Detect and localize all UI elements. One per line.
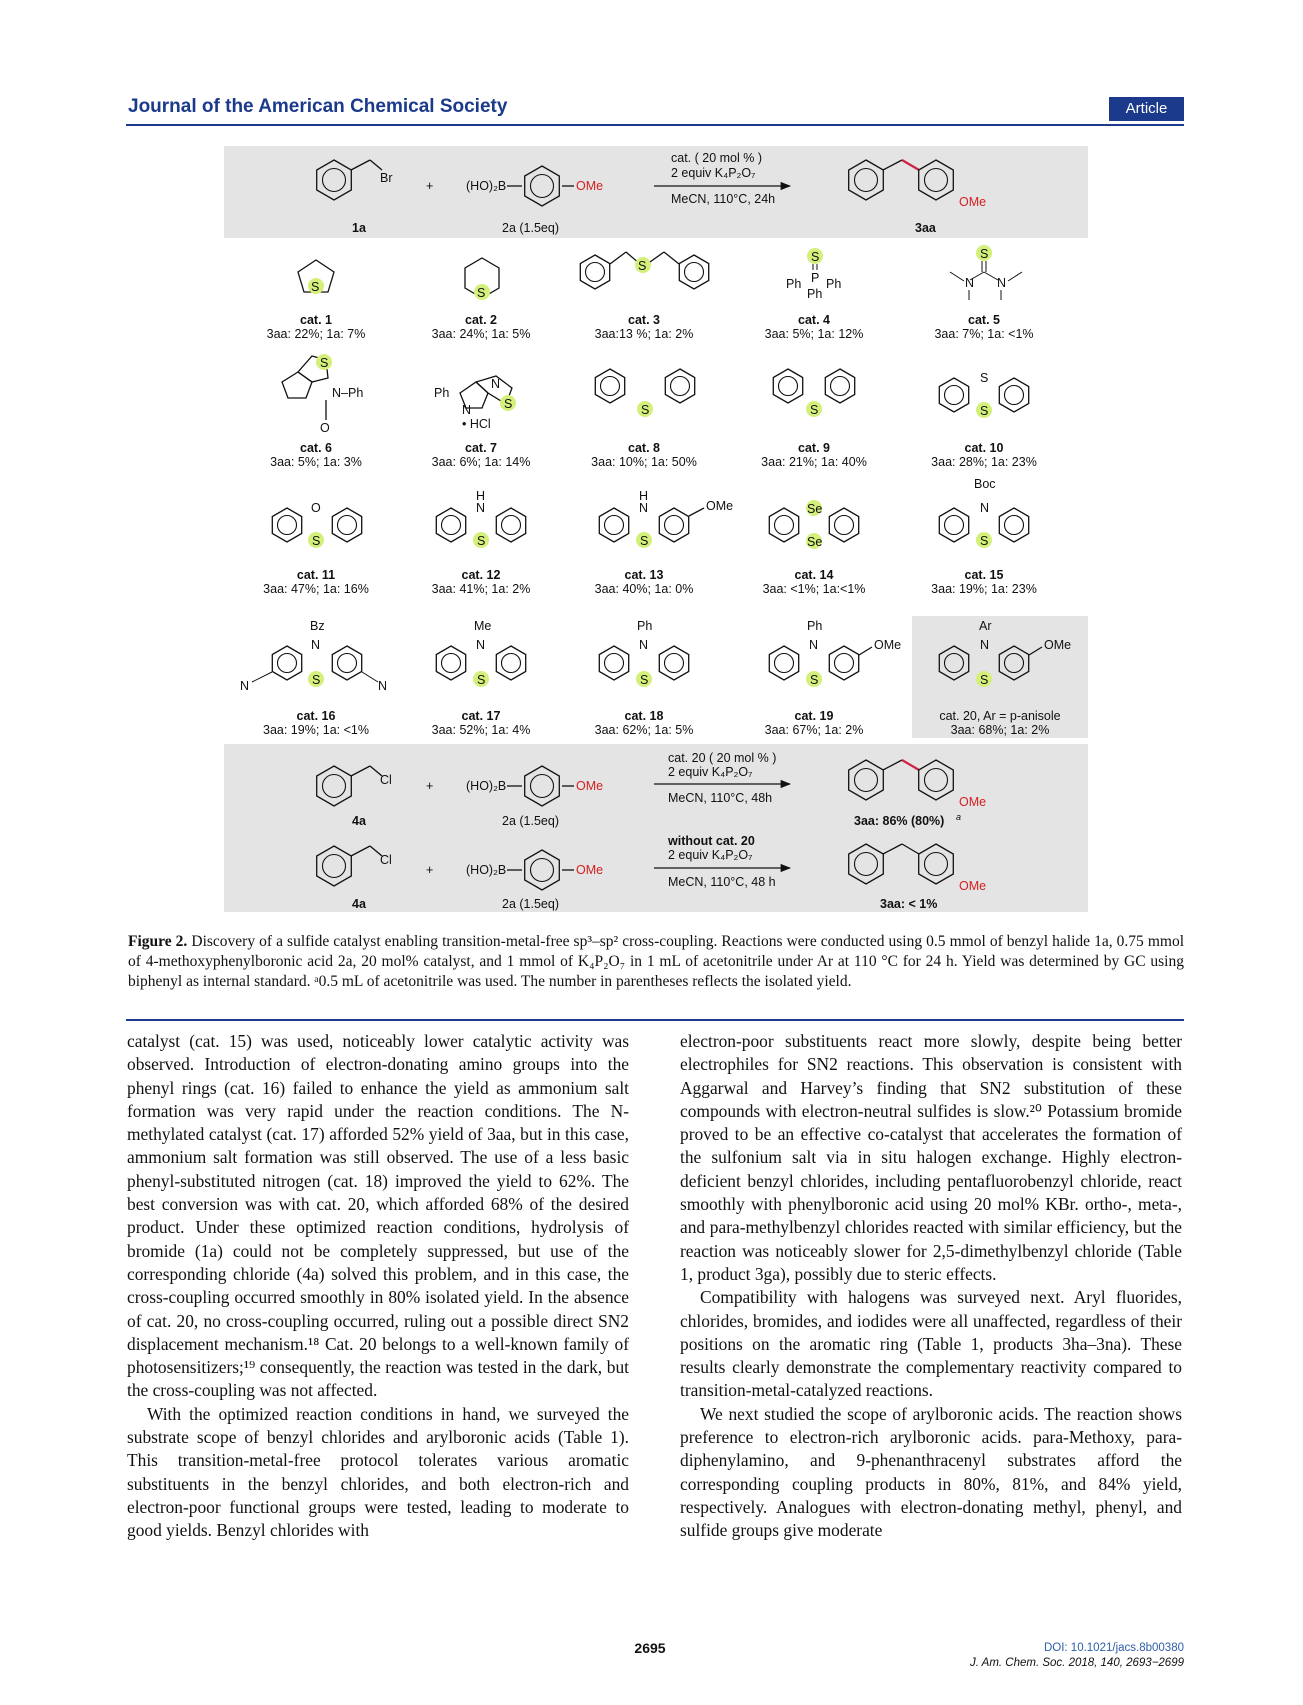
svg-text:O: O [320,421,330,435]
cat-2-label: cat. 2 [465,313,497,327]
cat-7-result: 3aa: 6%; 1a: 14% [431,455,531,469]
rxn2-result: 3aa: < 1% [880,897,938,911]
svg-text:N: N [378,679,388,693]
svg-text:Ph: Ph [826,277,842,291]
svg-text:N: N [462,403,472,417]
label-2a-b2: 2a (1.5eq) [502,897,559,911]
right-paragraph-1: electron-poor substituents react more slowly, despite being better electrophiles for SN2 reactions. This observation is consistent with Aggarwal and Harvey’s finding that SN2 substitution of these compounds with electron-neutral sulfides is slow.²⁰ Potassium bromide proved to be an effective co-catalyst that accelerates the formation of the sulfonium salt via in situ halogen exchange. Highly electron-deficient benzyl chlorides, including pentafluorobenzyl chloride, react smoothly with phenylboronic acid using 20 mol% KBr. ortho-, meta-, and para-methylbenzyl chlorides reacted with similar efficiency, but the reaction was noticeably slower for 2,5-dimethylbenzyl chloride (Table 1, product 3ga), possibly due to steric effects. [680,1031,1182,1284]
rxn2-cond-2: 2 equiv K₄P₂O₇ [668,848,753,862]
svg-text:N: N [240,679,250,693]
svg-text:OMe: OMe [874,638,902,652]
label-2a-b1: 2a (1.5eq) [502,814,559,828]
svg-text:S: S [811,250,820,264]
svg-text:S: S [641,403,650,417]
svg-text:Se: Se [807,502,823,516]
cat-18-label: cat. 18 [624,709,664,723]
cat-3-label: cat. 3 [628,313,660,327]
svg-text:S: S [810,403,819,417]
cat-5-result: 3aa: 7%; 1a: <1% [934,327,1034,341]
cat-11-label: cat. 11 [296,568,336,582]
svg-text:N: N [476,638,486,652]
svg-text:N: N [639,638,649,652]
cat-9-result: 3aa: 21%; 1a: 40% [761,455,867,469]
cat-19-structure [769,619,901,687]
svg-text:+: + [426,863,434,877]
cat-4-result: 3aa: 5%; 1a: 12% [764,327,864,341]
top-cond-1: cat. ( 20 mol % ) [671,151,762,165]
svg-text:S: S [980,673,989,687]
cat-6-result: 3aa: 5%; 1a: 3% [270,455,362,469]
cat-2-result: 3aa: 24%; 1a: 5% [431,327,531,341]
svg-text:S: S [980,247,989,261]
cat-20-label: cat. 20, Ar = p-anisole [939,709,1061,723]
svg-text:Me: Me [474,619,492,633]
article-badge: Article [1109,97,1184,121]
svg-text:S: S [312,673,321,687]
svg-text:N: N [809,638,819,652]
caption-rule [126,1019,1184,1021]
cat-1-structure [298,260,334,294]
svg-text:N–Ph: N–Ph [332,386,364,400]
cat-8-label: cat. 8 [628,441,660,455]
cat-20-result: 3aa: 68%; 1a: 2% [950,723,1050,737]
journal-title: Journal of the American Chemical Society [128,96,508,117]
cat-12-label: cat. 12 [461,568,501,582]
journal-citation: J. Am. Chem. Soc. 2018, 140, 2693−2699 [969,1657,1184,1669]
cat-17-structure [436,619,525,687]
label-2a: 2a (1.5eq) [502,221,559,235]
cat-14-result: 3aa: <1%; 1a:<1% [762,582,866,596]
ome-label: OMe [576,179,604,193]
caption-text: Discovery of a sulfide catalyst enabling transition-metal-free sp³–sp² cross-coupling. Reactions were conducted using 0.5 mmol of benzyl halide 1a, 0.75 mmol of 4-methoxyphenylboronic acid 2a, 20 mol% catalyst, and 1 mmol of K₄P₂O₇ in 1 mL of acetonitrile under Ar at 110 °C for 24 h. Yield was determined by GC using biphenyl as internal standard. ᵃ0.5 mL of acetonitrile was used. The number in parentheses reflects the isolated yield. [128,933,1185,990]
cat-16-label: cat. 16 [296,709,336,723]
svg-text:S: S [311,280,320,294]
right-paragraph-2: Compatibility with halogens was surveyed next. Aryl fluorides, chlorides, bromides, and iodides were all unaffected, regardless of their positions on the aromatic ring (Table 1, products 3ha–3na). These results clearly demonstrate the complementary reactivity compared to transition-metal-catalyzed reactions. [680,1287,1182,1401]
svg-text:H: H [639,489,649,503]
svg-text:Boc: Boc [974,477,996,491]
svg-text:• HCl: • HCl [462,417,491,431]
svg-text:N: N [980,501,990,515]
top-cond-2: 2 equiv K₄P₂O₇ [671,166,756,180]
svg-text:Bz: Bz [310,619,325,633]
cat-16-result: 3aa: 19%; 1a: <1% [263,723,369,737]
svg-text:(HO)₂B: (HO)₂B [466,779,507,793]
cat-15-result: 3aa: 19%; 1a: 23% [931,582,1037,596]
svg-text:OMe: OMe [959,795,987,809]
cat-17-result: 3aa: 52%; 1a: 4% [431,723,531,737]
svg-text:Ph: Ph [637,619,653,633]
rxn2-cond-1: without cat. 20 [668,834,755,848]
svg-text:OMe: OMe [706,499,734,513]
cat-10-result: 3aa: 28%; 1a: 23% [931,455,1037,469]
svg-text:N: N [311,638,321,652]
caption-label: Figure 2. [128,933,188,950]
cat-6-label: cat. 6 [300,441,332,455]
rxn1-result: 3aa: 86% (80%) [854,814,945,828]
cat-3-result: 3aa:13 %; 1a: 2% [594,327,694,341]
cat-15-structure [939,477,1028,548]
svg-text:S: S [477,673,486,687]
svg-text:N: N [476,501,486,515]
svg-text:Ph: Ph [434,386,450,400]
cat-5-label: cat. 5 [968,313,1000,327]
svg-text:OMe: OMe [576,863,604,877]
cat-11-structure [272,501,361,548]
cat-18-structure [599,619,688,687]
svg-text:S: S [504,397,513,411]
svg-text:OMe: OMe [576,779,604,793]
svg-text:S: S [640,673,649,687]
footer-citation [970,1641,1184,1671]
rxn2-cond-3: MeCN, 110°C, 48 h [668,875,776,889]
right-column [680,1030,1182,1543]
cat-16-structure [240,619,387,693]
svg-text:N: N [491,377,501,391]
svg-text:P: P [811,271,820,285]
svg-text:S: S [312,534,321,548]
cat-7-structure [434,376,516,431]
cat-2-structure [465,258,499,300]
svg-text:S: S [477,286,486,300]
cat-13-structure [599,489,733,548]
cat-11-result: 3aa: 47%; 1a: 16% [263,582,369,596]
svg-text:Cl: Cl [380,853,392,867]
svg-text:S: S [980,371,989,385]
svg-text:OMe: OMe [959,879,987,893]
svg-text:Ph: Ph [807,287,823,301]
cat-13-label: cat. 13 [624,568,664,582]
cat-17-label: cat. 17 [461,709,501,723]
left-paragraph-2: With the optimized reaction conditions in hand, we surveyed the substrate scope of benzyl chlorides and arylboronic acids (Table 1). This transition-metal-free protocol tolerates various aromatic substituents in the benzyl chlorides, and both electron-rich and electron-poor functional groups were tested, leading to moderate to good yields. Benzyl chlorides with [127,1403,629,1541]
cat-14-structure [769,500,858,549]
svg-text:N: N [639,501,649,515]
svg-text:Ar: Ar [979,619,992,633]
cat-9-structure [773,369,854,417]
br-label: Br [380,171,393,185]
svg-text:S: S [980,404,989,418]
svg-text:Ph: Ph [807,619,823,633]
rxn1-cond-3: MeCN, 110°C, 48h [668,791,773,805]
cat-7-label: cat. 7 [465,441,497,455]
rxn1-cond-2: 2 equiv K₄P₂O₇ [668,765,753,779]
cat-10-label: cat. 10 [964,441,1004,455]
cat-19-label: cat. 19 [794,709,834,723]
label-3aa: 3aa [915,221,936,235]
cat-12-result: 3aa: 41%; 1a: 2% [431,582,531,596]
label-4a-1: 4a [352,814,366,828]
left-column [127,1030,629,1543]
left-paragraph-1: catalyst (cat. 15) was used, noticeably lower catalytic activity was observed. Introduction of electron-donating amino groups into the phenyl rings (cat. 16) failed to enhance the yield as ammonium salt formation was very rapid under the reaction conditions. The N-methylated catalyst (cat. 17) afforded 52% yield of 3aa, but in this case, ammonium salt formation was still observed. The use of a less basic phenyl-substituted nitrogen (cat. 18) improved the yield to 62%. The best conversion was with cat. 20, which afforded 68% of the desired product. Under these optimized reaction conditions, hydrolysis of bromide (1a) could not be completely suppressed, but use of the corresponding chloride (4a) solved this problem, and in this case, the cross-coupling occurred smoothly in 80% isolated yield. In the absence of cat. 20, no cross-coupling occurred, ruling out a possible direct SN2 displacement mechanism.¹⁸ Cat. 20 belongs to a well-known family of photosensitizers;¹⁹ consequently, the reaction was tested in the dark, but the cross-coupling was not affected. [127,1031,629,1401]
cat-4-structure [786,248,841,301]
svg-text:S: S [810,673,819,687]
svg-text:H: H [476,489,486,503]
cat-13-result: 3aa: 40%; 1a: 0% [594,582,694,596]
svg-text:OMe: OMe [1044,638,1072,652]
cat-6-structure [282,354,363,435]
rxn1-note: a [956,812,962,822]
svg-text:N: N [997,276,1007,290]
cat-8-structure [595,369,694,417]
svg-text:S: S [320,356,329,370]
svg-text:Ph: Ph [786,277,802,291]
svg-text:+: + [426,779,434,793]
figure-caption [128,932,1184,992]
cat-5-structure [950,245,1022,300]
svg-text:N: N [965,276,975,290]
svg-text:S: S [980,534,989,548]
svg-text:N: N [980,638,990,652]
cat-3-structure [580,252,708,289]
cat-18-result: 3aa: 62%; 1a: 5% [594,723,694,737]
cat-14-label: cat. 14 [794,568,834,582]
cat-4-label: cat. 4 [798,313,830,327]
svg-text:OMe: OMe [959,195,987,209]
label-4a-2: 4a [352,897,366,911]
cat-10-structure [939,371,1028,418]
svg-text:S: S [477,534,486,548]
cat-19-result: 3aa: 67%; 1a: 2% [764,723,864,737]
svg-text:Cl: Cl [380,773,392,787]
top-cond-3: MeCN, 110°C, 24h [671,192,776,206]
page-number: 2695 [634,1640,666,1656]
right-paragraph-3: We next studied the scope of arylboronic acids. The reaction shows preference to electron-rich arylboronic acids. para-Methoxy, para-diphenylamino, and 9-phenanthracenyl substrates afford the corresponding coupling products in 80%, 81%, and 84% yield, respectively. Analogues with electron-donating methyl, phenyl, and sulfide groups give moderate [680,1403,1182,1541]
svg-text:Se: Se [807,535,823,549]
label-1a: 1a [352,221,366,235]
doi-link[interactable]: DOI: 10.1021/jacs.8b00380 [1043,1642,1184,1654]
cat-12-structure [436,489,525,548]
svg-text:S: S [640,534,649,548]
cat-1-result: 3aa: 22%; 1a: 7% [266,327,366,341]
plus-sign: + [426,179,434,193]
cat-8-result: 3aa: 10%; 1a: 50% [591,455,697,469]
svg-text:S: S [638,259,647,273]
rxn1-cond-1: cat. 20 ( 20 mol % ) [668,751,777,765]
cat-1-label: cat. 1 [300,313,332,327]
svg-text:O: O [311,501,321,515]
cat-15-label: cat. 15 [964,568,1004,582]
boronic-group: (HO)₂B [466,179,507,193]
svg-text:(HO)₂B: (HO)₂B [466,863,507,877]
cat-9-label: cat. 9 [798,441,830,455]
